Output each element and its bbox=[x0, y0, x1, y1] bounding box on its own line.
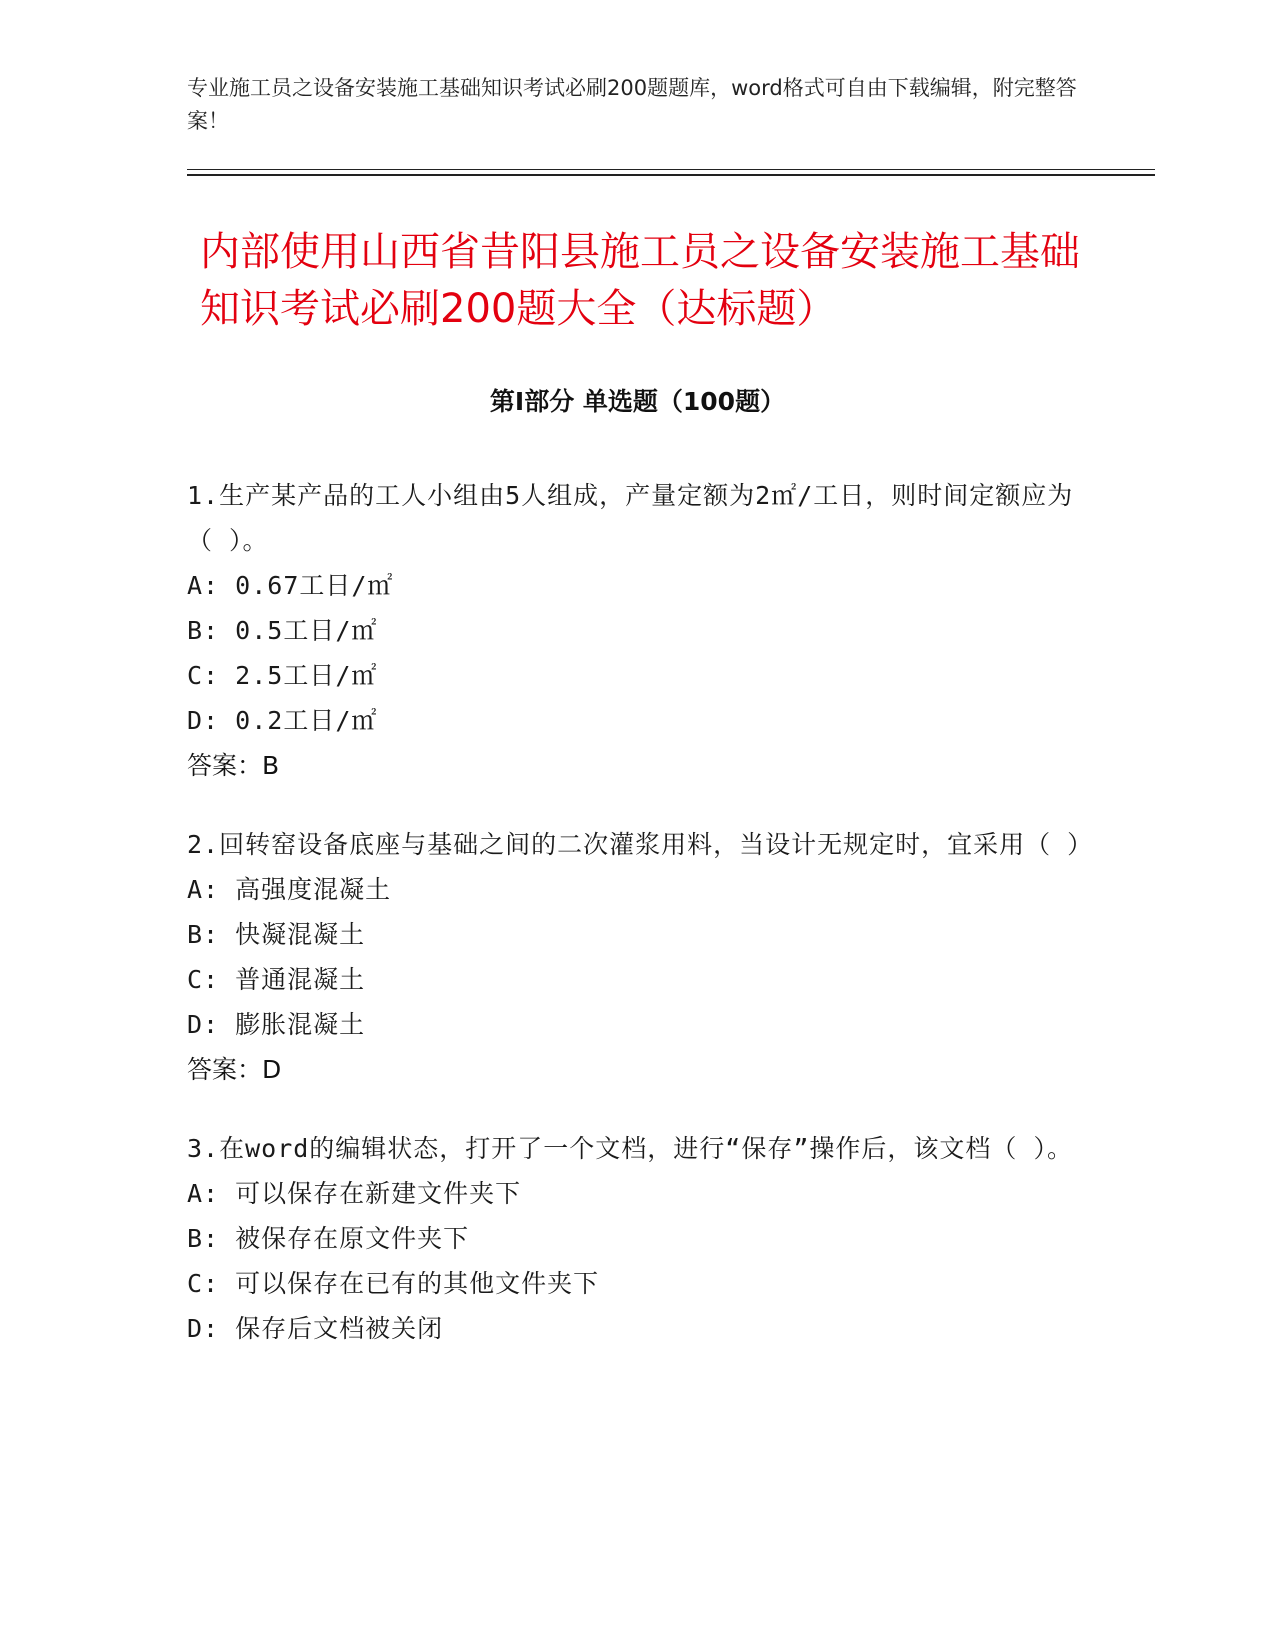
option-a bbox=[187, 563, 1087, 608]
option-key: C: bbox=[187, 1269, 220, 1298]
option-a bbox=[187, 1171, 1087, 1216]
option-text: 2.5工日/㎡ bbox=[235, 661, 378, 690]
option-key: C: bbox=[187, 661, 220, 690]
question-text: 3.在word的编辑状态，打开了一个文档，进行“保存”操作后，该文档（ ）。 bbox=[187, 1134, 1073, 1163]
option-key: A: bbox=[187, 571, 220, 600]
option-text: 0.67工日/㎡ bbox=[235, 571, 394, 600]
option-d bbox=[187, 698, 1087, 743]
option-text: 0.2工日/㎡ bbox=[235, 706, 378, 735]
option-c bbox=[187, 1261, 1087, 1306]
option-a bbox=[187, 867, 1087, 912]
option-b bbox=[187, 1216, 1087, 1261]
option-text: 保存后文档被关闭 bbox=[235, 1314, 444, 1343]
option-c bbox=[187, 957, 1087, 1002]
option-key: B: bbox=[187, 920, 220, 949]
option-d bbox=[187, 1306, 1087, 1351]
answer-line: 答案：D bbox=[187, 1055, 282, 1084]
option-b bbox=[187, 608, 1087, 653]
option-text: 快凝混凝土 bbox=[235, 920, 366, 949]
question-3 bbox=[187, 1126, 1087, 1351]
option-b bbox=[187, 912, 1087, 957]
option-text: 可以保存在已有的其他文件夹下 bbox=[235, 1269, 600, 1298]
question-2 bbox=[187, 822, 1094, 1092]
option-key: A: bbox=[187, 1179, 220, 1208]
option-text: 高强度混凝土 bbox=[235, 875, 392, 904]
option-key: D: bbox=[187, 706, 220, 735]
answer-line: 答案：B bbox=[187, 751, 280, 780]
option-key: D: bbox=[187, 1010, 220, 1039]
option-text: 可以保存在新建文件夹下 bbox=[235, 1179, 522, 1208]
question-1 bbox=[187, 473, 1087, 788]
section-heading: 第I部分 单选题（100题） bbox=[489, 387, 786, 416]
option-key: A: bbox=[187, 875, 220, 904]
option-text: 0.5工日/㎡ bbox=[235, 616, 378, 645]
header-divider-thin bbox=[187, 169, 1155, 170]
option-c bbox=[187, 653, 1087, 698]
option-key: B: bbox=[187, 1224, 220, 1253]
option-key: B: bbox=[187, 616, 220, 645]
option-text: 被保存在原文件夹下 bbox=[235, 1224, 470, 1253]
question-text: 2.回转窑设备底座与基础之间的二次灌浆用料，当设计无规定时，宜采用（ ） bbox=[187, 830, 1094, 859]
question-list bbox=[187, 473, 1094, 1385]
document-title: 内部使用山西省昔阳县施工员之设备安装施工基础知识考试必刷200题大全（达标题） bbox=[200, 229, 1080, 332]
option-text: 普通混凝土 bbox=[235, 965, 366, 994]
question-text: 1.生产某产品的工人小组由5人组成，产量定额为2㎡/工日，则时间定额应为（ ）。 bbox=[187, 481, 1074, 555]
option-text: 膨胀混凝土 bbox=[235, 1010, 366, 1039]
option-key: C: bbox=[187, 965, 220, 994]
header-note: 专业施工员之设备安装施工基础知识考试必刷200题题库，word格式可自由下载编辑，附完整答案！ bbox=[187, 76, 1077, 133]
option-d bbox=[187, 1002, 1087, 1047]
header-divider-thick bbox=[187, 174, 1155, 176]
option-key: D: bbox=[187, 1314, 220, 1343]
